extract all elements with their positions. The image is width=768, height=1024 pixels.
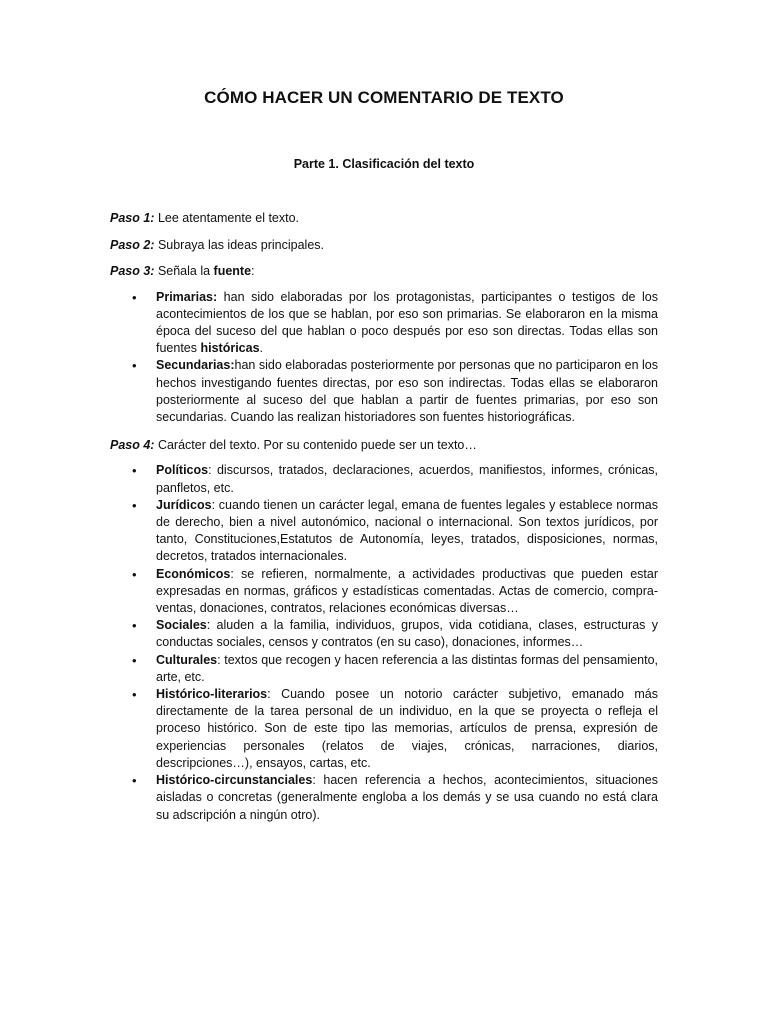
paso-label: Paso 4: bbox=[110, 438, 155, 453]
item-term: Histórico-literarios bbox=[156, 687, 268, 702]
section-subtitle: Parte 1. Clasificación del texto bbox=[293, 157, 475, 171]
bullet-icon: • bbox=[132, 687, 137, 703]
item-term: Económicos bbox=[156, 566, 231, 581]
item-text: han sido elaboradas por los protagonistas, participantes o testigos de los acontecimientos de los que se hablan, por eso son primarias. Se elaboraron en la misma época del suceso del que hablan o poco después por eso son directas. Todas ellas son fuentes bbox=[156, 289, 658, 356]
item-text: : hacen referencia a hechos, acontecimientos, situaciones aisladas o concretas (generalmente engloba a los demás y se usa cuando no está clara su adscripción a ningún otro). bbox=[156, 773, 658, 822]
item-text: : aluden a la familia, individuos, grupos, vida cotidiana, clases, estructuras y conductas sociales, censos y contratos (en su caso), donaciones, informes… bbox=[156, 618, 658, 650]
bullet-icon: • bbox=[132, 289, 137, 305]
bullet-icon: • bbox=[132, 773, 137, 789]
item-text: : cuando tienen un carácter legal, emana de fuentes legales y establece normas de derecho, bien a nivel autonómico, nacional o internacional. Son textos jurídicos, por tanto, Constituciones,Estatutos de Autonomía, leyes, tratados, disposiciones, normas, decretos, tratados internacionales. bbox=[156, 497, 658, 564]
item-text: : discursos, tratados, declaraciones, acuerdos, manifiestos, informes, crónicas, panfletos, etc. bbox=[156, 463, 658, 495]
paso-text: Subraya las ideas principales. bbox=[154, 237, 325, 252]
list-item bbox=[132, 617, 658, 651]
item-term: Primarias: bbox=[156, 289, 218, 304]
fuentes-list bbox=[110, 289, 658, 427]
paso-3 bbox=[110, 263, 658, 280]
item-text: han sido elaboradas posteriormente por personas que no participaron en los hechos investigando fuentes directas, por eso son indirectas. Todas ellas se elaboraron posteriormente al suceso del que hablan a partir de fuentes primarias, por eso son secundarias. Cuando las realizan historiadores son fuentes historiográficas. bbox=[156, 358, 658, 425]
list-item bbox=[132, 289, 658, 358]
list-item bbox=[132, 357, 658, 426]
paso-text-after: : bbox=[251, 264, 255, 279]
paso-bold-term: fuente bbox=[213, 264, 252, 279]
list-item bbox=[132, 462, 658, 496]
item-text: : se refieren, normalmente, a actividades productivas que pueden estar expresadas en normas, gráficos y estadísticas comentadas. Actas de comercio, compra-ventas, donaciones, contratos, relaciones económicas diversas… bbox=[156, 566, 658, 616]
paso-text: Lee atentamente el texto. bbox=[154, 211, 300, 225]
document-title: CÓMO HACER UN COMENTARIO DE TEXTO bbox=[204, 88, 564, 107]
paso-label: Paso 1: bbox=[110, 211, 155, 225]
bullet-icon: • bbox=[132, 463, 137, 479]
item-term: Políticos bbox=[156, 463, 209, 478]
bullet-icon: • bbox=[132, 652, 137, 668]
paso-text: Señala la bbox=[154, 264, 214, 279]
list-item bbox=[132, 652, 658, 686]
item-text: : textos que recogen y hacen referencia a las distintas formas del pensamiento, arte, etc. bbox=[156, 652, 658, 684]
paso-label: Paso 3: bbox=[110, 264, 155, 279]
item-term: Histórico-circunstanciales bbox=[156, 773, 313, 788]
list-item bbox=[132, 566, 658, 618]
item-term: Secundarias: bbox=[156, 358, 235, 373]
paso-2 bbox=[110, 237, 658, 254]
list-item bbox=[132, 497, 658, 566]
list-item bbox=[132, 686, 658, 772]
paso-label: Paso 2: bbox=[110, 237, 155, 252]
item-term: Jurídicos bbox=[156, 497, 212, 512]
bullet-icon: • bbox=[132, 358, 137, 374]
list-item bbox=[132, 772, 658, 824]
item-after: . bbox=[259, 341, 264, 356]
caracteres-list bbox=[110, 462, 658, 823]
item-bold: históricas bbox=[200, 341, 260, 356]
bullet-icon: • bbox=[132, 497, 137, 513]
item-term: Sociales bbox=[156, 618, 207, 633]
bullet-icon: • bbox=[132, 566, 137, 582]
document-body bbox=[110, 210, 658, 835]
paso-4 bbox=[110, 437, 658, 454]
item-text: : Cuando posee un notorio carácter subjetivo, emanado más directamente de la tarea personal de un individuo, en la que se proyecta o refleja el proceso histórico. Son de este tipo las memorias, artículos de prensa, expresión de experiencias personales (relatos de viajes, crónicas, narraciones, diarios, descripciones…), ensayos, cartas, etc. bbox=[156, 687, 658, 770]
paso-1 bbox=[110, 210, 658, 227]
item-term: Culturales bbox=[156, 652, 218, 667]
bullet-icon: • bbox=[132, 618, 137, 634]
paso-text: Carácter del texto. Por su contenido puede ser un texto… bbox=[154, 438, 477, 453]
